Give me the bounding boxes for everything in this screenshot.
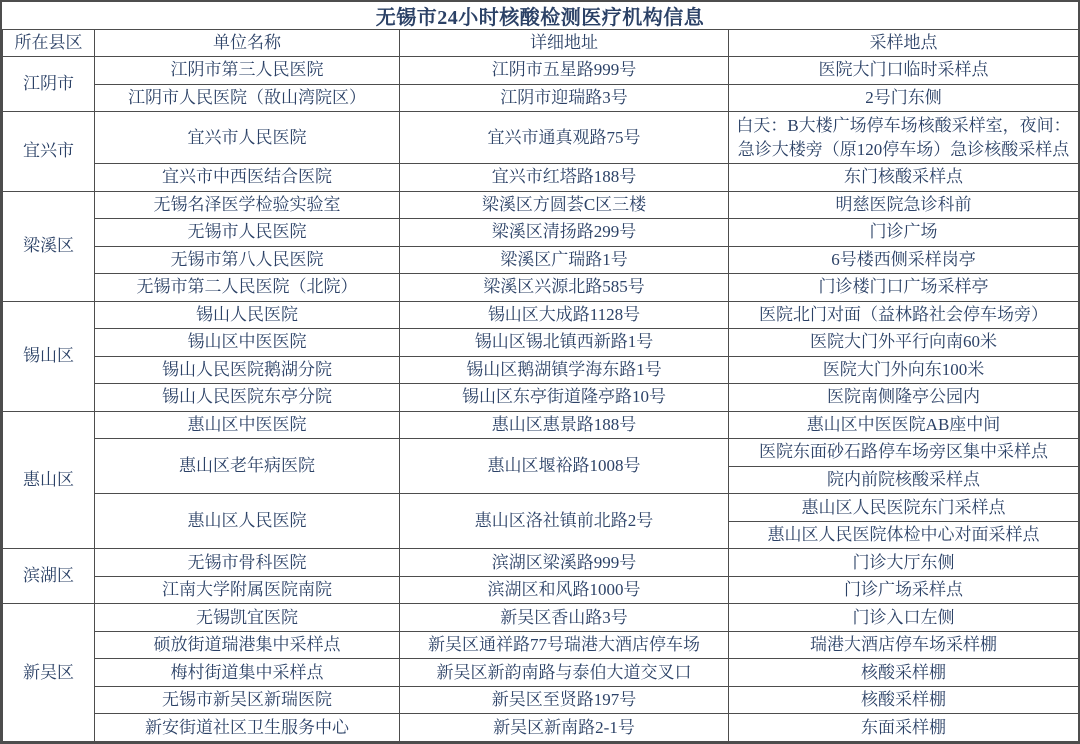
- sampling-site-cell: 核酸采样棚: [729, 686, 1079, 714]
- table-row: [3, 686, 1079, 714]
- unit-name-cell: 锡山区中医医院: [95, 329, 400, 357]
- table-row: [3, 576, 1079, 604]
- table-row: [3, 439, 1079, 467]
- unit-name-cell: 无锡凯宜医院: [95, 604, 400, 632]
- address-cell: 新吴区新韵南路与泰伯大道交叉口: [400, 659, 729, 687]
- table-row: [3, 714, 1079, 742]
- unit-name-cell: 惠山区老年病医院: [95, 439, 400, 494]
- sampling-site-cell: 医院北门对面（益林路社会停车场旁）: [729, 301, 1079, 329]
- unit-name-cell: 无锡市第八人民医院: [95, 246, 400, 274]
- unit-name-cell: 江阴市人民医院（敔山湾院区）: [95, 84, 400, 112]
- table-row: [3, 659, 1079, 687]
- unit-name-cell: 硕放街道瑞港集中采样点: [95, 631, 400, 659]
- sampling-site-cell: 惠山区中医医院AB座中间: [729, 411, 1079, 439]
- col-header-district: 所在县区: [3, 30, 95, 57]
- table-row: [3, 164, 1079, 192]
- page-title: 无锡市24小时核酸检测医疗机构信息: [375, 7, 705, 29]
- col-header-address: 详细地址: [400, 30, 729, 57]
- nucleic-acid-test-table: [2, 29, 1079, 742]
- address-cell: 锡山区锡北镇西新路1号: [400, 329, 729, 357]
- district-cell: 滨湖区: [3, 549, 95, 604]
- address-cell: 梁溪区方圆荟C区三楼: [400, 191, 729, 219]
- address-cell: 新吴区香山路3号: [400, 604, 729, 632]
- address-cell: 梁溪区兴源北路585号: [400, 274, 729, 302]
- unit-name-cell: 无锡名泽医学检验实验室: [95, 191, 400, 219]
- table-row: [3, 604, 1079, 632]
- sampling-site-cell: 院内前院核酸采样点: [729, 466, 1079, 494]
- address-cell: 锡山区鹅湖镇学海东路1号: [400, 356, 729, 384]
- table-row: [3, 301, 1079, 329]
- table-row: [3, 329, 1079, 357]
- table-body: [3, 57, 1079, 742]
- address-cell: 宜兴市通真观路75号: [400, 112, 729, 164]
- header-row: [3, 30, 1079, 57]
- col-header-sampling-site: 采样地点: [729, 30, 1079, 57]
- table-row: [3, 494, 1079, 522]
- table-row: [3, 274, 1079, 302]
- sampling-site-cell: 核酸采样棚: [729, 659, 1079, 687]
- sampling-site-cell: 门诊广场: [729, 219, 1079, 247]
- unit-name-cell: 江南大学附属医院南院: [95, 576, 400, 604]
- unit-name-cell: 锡山人民医院东亭分院: [95, 384, 400, 412]
- sampling-site-cell: 2号门东侧: [729, 84, 1079, 112]
- table-row: [3, 549, 1079, 577]
- sampling-site-cell: 明慈医院急诊科前: [729, 191, 1079, 219]
- unit-name-cell: 锡山人民医院鹅湖分院: [95, 356, 400, 384]
- table-row: [3, 219, 1079, 247]
- table-row: [3, 84, 1079, 112]
- sampling-site-cell: 东门核酸采样点: [729, 164, 1079, 192]
- unit-name-cell: 江阴市第三人民医院: [95, 57, 400, 85]
- table-row: [3, 246, 1079, 274]
- col-header-unit-name: 单位名称: [95, 30, 400, 57]
- address-cell: 江阴市五星路999号: [400, 57, 729, 85]
- unit-name-cell: 惠山区中医医院: [95, 411, 400, 439]
- unit-name-cell: 新安街道社区卫生服务中心: [95, 714, 400, 742]
- table-row: [3, 384, 1079, 412]
- district-cell: 新吴区: [3, 604, 95, 742]
- table-row: [3, 57, 1079, 85]
- address-cell: 梁溪区广瑞路1号: [400, 246, 729, 274]
- unit-name-cell: 宜兴市中西医结合医院: [95, 164, 400, 192]
- unit-name-cell: 惠山区人民医院: [95, 494, 400, 549]
- unit-name-cell: 无锡市人民医院: [95, 219, 400, 247]
- table-row: [3, 356, 1079, 384]
- address-cell: 新吴区至贤路197号: [400, 686, 729, 714]
- sampling-site-cell: 医院南侧隆亭公园内: [729, 384, 1079, 412]
- unit-name-cell: 无锡市骨科医院: [95, 549, 400, 577]
- address-cell: 惠山区惠景路188号: [400, 411, 729, 439]
- unit-name-cell: 无锡市第二人民医院（北院）: [95, 274, 400, 302]
- district-cell: 锡山区: [3, 301, 95, 411]
- address-cell: 锡山区东亭街道隆亭路10号: [400, 384, 729, 412]
- sampling-site-cell: 门诊广场采样点: [729, 576, 1079, 604]
- table-row: [3, 112, 1079, 164]
- address-cell: 江阴市迎瑞路3号: [400, 84, 729, 112]
- sampling-site-cell: 医院东面砂石路停车场旁区集中采样点: [729, 439, 1079, 467]
- table-row: [3, 191, 1079, 219]
- sampling-site-cell: 6号楼西侧采样岗亭: [729, 246, 1079, 274]
- sampling-site-cell: 医院大门外平行向南60米: [729, 329, 1079, 357]
- address-cell: 梁溪区清扬路299号: [400, 219, 729, 247]
- unit-name-cell: 锡山人民医院: [95, 301, 400, 329]
- sampling-site-cell: 瑞港大酒店停车场采样棚: [729, 631, 1079, 659]
- sampling-site-cell: 门诊大厅东侧: [729, 549, 1079, 577]
- district-cell: 江阴市: [3, 57, 95, 112]
- address-cell: 惠山区洛社镇前北路2号: [400, 494, 729, 549]
- address-cell: 滨湖区梁溪路999号: [400, 549, 729, 577]
- district-cell: 宜兴市: [3, 112, 95, 192]
- address-cell: 新吴区新南路2-1号: [400, 714, 729, 742]
- sampling-site-cell: 门诊楼门口广场采样亭: [729, 274, 1079, 302]
- address-cell: 新吴区通祥路77号瑞港大酒店停车场: [400, 631, 729, 659]
- table-row: [3, 411, 1079, 439]
- address-cell: 惠山区堰裕路1008号: [400, 439, 729, 494]
- table-header: [3, 30, 1079, 57]
- sampling-site-cell: 惠山区人民医院体检中心对面采样点: [729, 521, 1079, 549]
- address-cell: 滨湖区和风路1000号: [400, 576, 729, 604]
- table-row: [3, 631, 1079, 659]
- district-cell: 惠山区: [3, 411, 95, 549]
- unit-name-cell: 宜兴市人民医院: [95, 112, 400, 164]
- sampling-site-cell: 白天：B大楼广场停车场核酸采样室，夜间：急诊大楼旁（原120停车场）急诊核酸采样点: [729, 112, 1079, 164]
- unit-name-cell: 梅村街道集中采样点: [95, 659, 400, 687]
- sampling-site-cell: 医院大门口临时采样点: [729, 57, 1079, 85]
- district-cell: 梁溪区: [3, 191, 95, 301]
- unit-name-cell: 无锡市新吴区新瑞医院: [95, 686, 400, 714]
- sampling-site-cell: 东面采样棚: [729, 714, 1079, 742]
- address-cell: 宜兴市红塔路188号: [400, 164, 729, 192]
- sampling-site-cell: 惠山区人民医院东门采样点: [729, 494, 1079, 522]
- sampling-site-cell: 医院大门外向东100米: [729, 356, 1079, 384]
- sampling-site-cell: 门诊入口左侧: [729, 604, 1079, 632]
- address-cell: 锡山区大成路1128号: [400, 301, 729, 329]
